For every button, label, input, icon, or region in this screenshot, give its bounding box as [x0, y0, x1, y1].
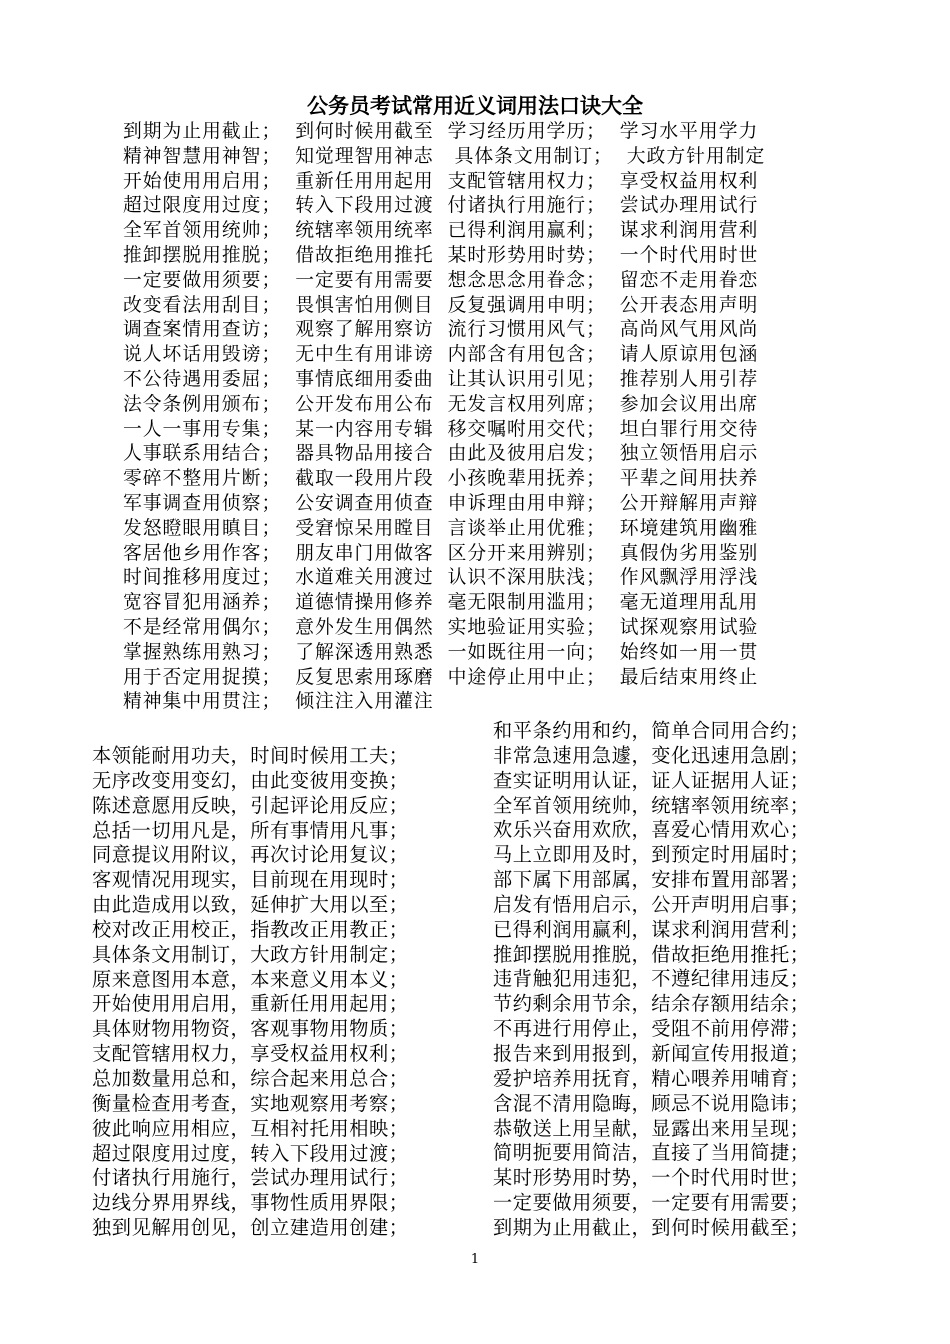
right-column-line: 马上立即用及时，到预定时用届时； — [493, 843, 810, 867]
right-column-line: 节约剩余用节余，结余存额用结余； — [493, 992, 810, 1016]
couplet-line: 不公待遇用委屈； 事情底细用委曲 让其认识用引见； 推荐别人用引荐 — [123, 368, 759, 390]
right-column-line: 到期为止用截止，到何时候用截至； — [493, 1215, 810, 1239]
right-column-line: 已得利润用赢利，谋求利润用营利； — [493, 917, 810, 941]
couplet-line: 军事调查用侦察； 公安调查用侦查 申诉理由用申辩； 公开辩解用声辩 — [123, 492, 759, 514]
left-column-line: 校对改正用校正，指教改正用教正； — [92, 917, 409, 941]
right-column-line: 欢乐兴奋用欢欣，喜爱心情用欢心； — [493, 818, 810, 842]
right-column-line: 推卸摆脱用推脱，借故拒绝用推托； — [493, 942, 810, 966]
couplet-line: 客居他乡用作客； 朋友串门用做客 区分开来用辨别； 真假伪劣用鉴别 — [123, 542, 759, 564]
left-column-line: 边线分界用界线，事物性质用界限； — [92, 1191, 409, 1215]
left-column-line: 支配管辖用权力，享受权益用权利； — [92, 1042, 409, 1066]
couplet-line: 开始使用用启用； 重新任用用起用 支配管辖用权力； 享受权益用权利 — [123, 170, 759, 192]
couplet-line: 一人一事用专集； 某一内容用专辑 移交嘱咐用交代； 坦白罪行用交待 — [123, 418, 759, 440]
left-column — [92, 744, 472, 1241]
left-column-line: 具体财物用物资，客观事物用物质； — [92, 1017, 409, 1041]
couplet-line: 调查案情用查访； 观察了解用察访 流行习惯用风气； 高尚风气用风尚 — [123, 319, 759, 341]
right-column-line: 违背触犯用违犯，不遵纪律用违反； — [493, 967, 810, 991]
right-column-line: 全军首领用统帅，统辖率领用统率； — [493, 793, 810, 817]
right-column-line: 查实证明用认证，证人证据用人证； — [493, 768, 810, 792]
left-column-line: 彼此响应用相应，互相衬托用相映； — [92, 1116, 409, 1140]
left-column-line: 总括一切用凡是，所有事情用凡事； — [92, 818, 409, 842]
top-couplet-block — [123, 120, 843, 715]
left-column-line: 总加数量用总和，综合起来用总合； — [92, 1066, 409, 1090]
couplet-line: 宽容冒犯用涵养； 道德情操用修养 毫无限制用滥用； 毫无道理用乱用 — [123, 592, 759, 614]
right-column-line: 报告来到用报到，新闻宣传用报道； — [493, 1041, 810, 1065]
couplet-line: 说人坏话用毁谤； 无中生有用诽谤 内部含有用包含； 请人原谅用包涵 — [123, 344, 759, 366]
left-column-line: 无序改变用变幻，由此变彼用变换； — [92, 768, 409, 792]
right-column-line: 非常急速用急遽，变化迅速用急剧； — [493, 743, 810, 767]
left-column-line: 衡量检查用考查，实地观察用考察； — [92, 1091, 409, 1115]
left-column-line: 付诸执行用施行，尝试办理用试行； — [92, 1166, 409, 1190]
right-column-line: 某时形势用时势，一个时代用时世； — [493, 1166, 810, 1190]
left-column-line: 同意提议用附议，再次讨论用复议； — [92, 843, 409, 867]
right-column-line: 恭敬送上用呈献，显露出来用呈现； — [493, 1116, 810, 1140]
right-column-line: 部下属下用部属，安排布置用部署； — [493, 868, 810, 892]
couplet-line: 零碎不整用片断； 截取一段用片段 小孩晚辈用抚养； 平辈之间用扶养 — [123, 468, 759, 490]
right-column-line: 简明扼要用简洁，直接了当用简捷； — [493, 1141, 810, 1165]
left-column-line: 具体条文用制订，大政方针用制定； — [92, 942, 409, 966]
couplet-line: 到期为止用截止； 到何时候用截至 学习经历用学历； 学习水平用学力 — [123, 121, 759, 142]
couplet-line: 改变看法用刮目； 畏惧害怕用侧目 反复强调用申明； 公开表态用声明 — [123, 294, 759, 316]
left-column-line: 独到见解用创见，创立建造用创建； — [92, 1216, 409, 1240]
couplet-line: 推卸摆脱用推脱； 借故拒绝用推托 某时形势用时势； 一个时代用时世 — [123, 244, 759, 266]
couplet-line: 用于否定用捉摸； 反复思索用琢磨 中途停止用中止； 最后结束用终止 — [123, 666, 759, 688]
left-column-line: 陈述意愿用反映，引起评论用反应； — [92, 793, 409, 817]
right-column-line: 和平条约用和约，简单合同用合约； — [493, 719, 810, 742]
left-column-line: 超过限度用过度，转入下段用过渡； — [92, 1141, 409, 1165]
couplet-line: 时间推移用度过； 水道难关用渡过 认识不深用肤浅； 作风飘浮用浮浅 — [123, 567, 759, 589]
couplet-line: 法令条例用颁布； 公开发布用公布 无发言权用列席； 参加会议用出席 — [123, 393, 759, 415]
couplet-line: 掌握熟练用熟习； 了解深透用熟悉 一如既往用一向； 始终如一用一贯 — [123, 641, 759, 663]
right-column-line: 不再进行用停止，受阻不前用停滞； — [493, 1017, 810, 1041]
right-column-line: 含混不清用隐晦，顾忌不说用隐讳； — [493, 1091, 810, 1115]
page-title: 公务员考试常用近义词用法口诀大全 — [307, 93, 643, 118]
couplet-line: 一定要做用须要； 一定要有用需要 想念思念用眷念； 留恋不走用眷恋 — [123, 269, 759, 291]
couplet-line: 不是经常用偶尔； 意外发生用偶然 实地验证用实验； 试探观察用试验 — [123, 616, 759, 638]
left-column-line: 客观情况用现实，目前现在用现时； — [92, 868, 409, 892]
right-column-line: 爱护培养用抚育，精心喂养用哺育； — [493, 1066, 810, 1090]
couplet-line: 发怒瞪眼用瞋目； 受窘惊呆用瞠目 言谈举止用优雅； 环境建筑用幽雅 — [123, 517, 759, 539]
right-column-line: 一定要做用须要，一定要有用需要； — [493, 1191, 810, 1215]
couplet-line: 精神集中用贯注； 倾注注入用灌注 — [123, 691, 434, 713]
page-number: 1 — [470, 1252, 480, 1267]
couplet-line: 全军首领用统帅； 统辖率领用统率 已得利润用赢利； 谋求利润用营利 — [123, 220, 759, 242]
couplet-line: 超过限度用过度； 转入下段用过渡 付诸执行用施行； 尝试办理用试行 — [123, 195, 759, 217]
left-column-line: 由此造成用以致，延伸扩大用以至； — [92, 893, 409, 917]
left-column-line: 开始使用用启用，重新任用用起用； — [92, 992, 409, 1016]
couplet-line: 人事联系用结合； 器具物品用接合 由此及彼用启发； 独立领悟用启示 — [123, 443, 759, 465]
right-column — [493, 719, 853, 1241]
right-column-line: 启发有悟用启示，公开声明用启事； — [493, 892, 810, 916]
left-column-line: 原来意图用本意，本来意义用本义； — [92, 967, 409, 991]
left-column-line: 本领能耐用功夫，时间时候用工夫； — [92, 744, 409, 767]
couplet-line: 精神智慧用神智； 知觉理智用神志 具体条文用制订； 大政方针用制定 — [123, 145, 766, 167]
